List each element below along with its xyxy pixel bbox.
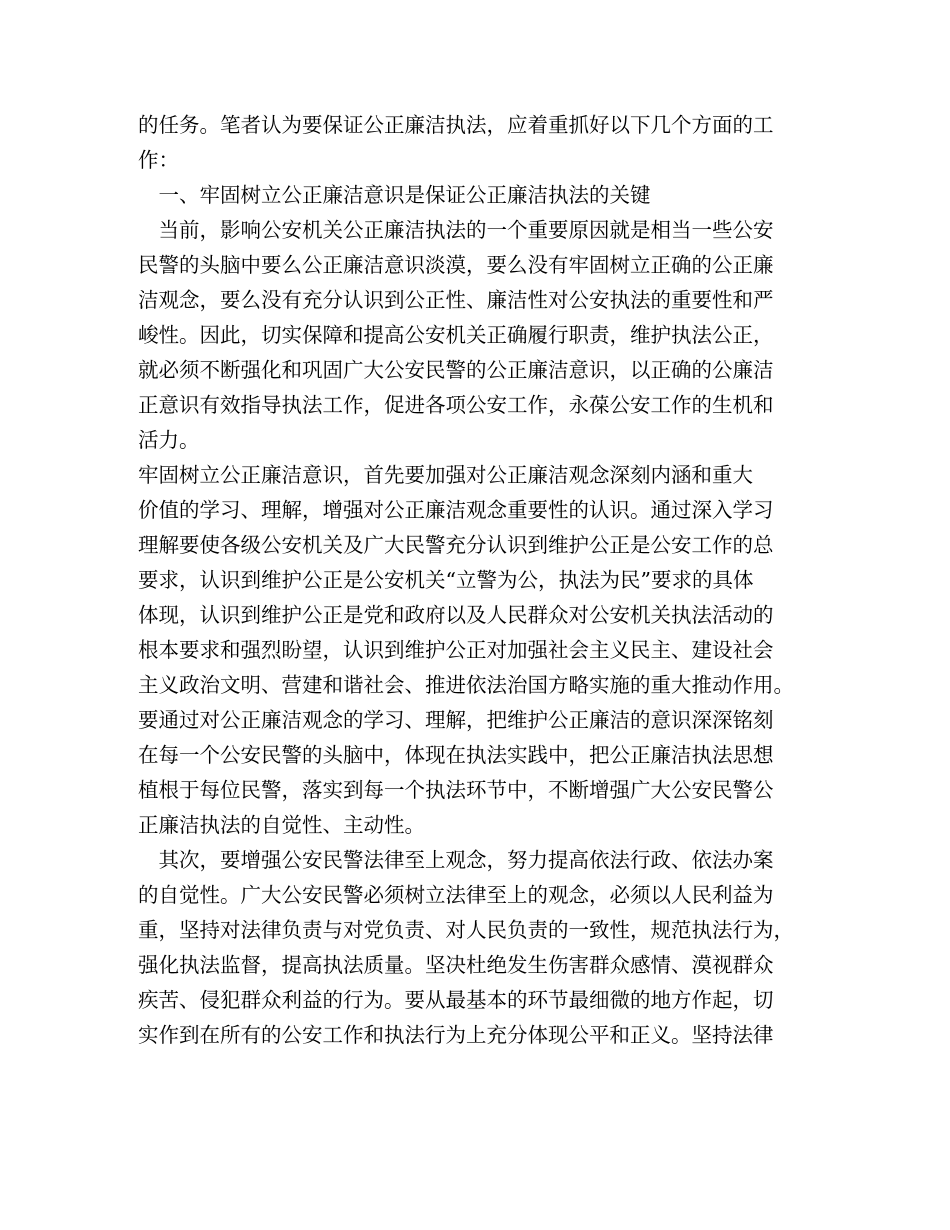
text-line: 的自觉性。广大公安民警必须树立法律至上的观念，必须以人民利益为 bbox=[138, 883, 774, 907]
text-line: 正廉洁执法的自觉性、主动性。 bbox=[138, 813, 425, 837]
text-line: 要通过对公正廉洁观念的学习、理解，把维护公正廉洁的意识深深铭刻 bbox=[138, 708, 774, 732]
document-body bbox=[138, 108, 838, 1053]
text-line: 价值的学习、理解，增强对公正廉洁观念重要性的认识。通过深入学习 bbox=[138, 498, 774, 522]
text-line: 强化执法监督，提高执法质量。坚决杜绝发生伤害群众感情、漠视群众 bbox=[138, 953, 774, 977]
text-line: 作： bbox=[138, 148, 179, 172]
text-line: 就必须不断强化和巩固广大公安民警的公正廉洁意识，以正确的公廉洁 bbox=[138, 358, 774, 382]
text-line: 正意识有效指导执法工作，促进各项公安工作，永葆公安工作的生机和 bbox=[138, 393, 774, 417]
text-line: 理解要使各级公安机关及广大民警充分认识到维护公正是公安工作的总 bbox=[138, 533, 774, 557]
text-line: 重，坚持对法律负责与对党负责、对人民负责的一致性，规范执法行为， bbox=[138, 918, 794, 942]
text-line: 植根于每位民警，落实到每一个执法环节中，不断增强广大公安民警公 bbox=[138, 778, 774, 802]
text-line: 民警的头脑中要么公正廉洁意识淡漠，要么没有牢固树立正确的公正廉 bbox=[138, 253, 774, 277]
text-line: 洁观念，要么没有充分认识到公正性、廉洁性对公安执法的重要性和严 bbox=[138, 288, 774, 312]
text-line: 根本要求和强烈盼望，认识到维护公正对加强社会主义民主、建设社会 bbox=[138, 638, 774, 662]
text-line: 在每一个公安民警的头脑中，体现在执法实践中，把公正廉洁执法思想 bbox=[138, 743, 774, 767]
text-line: 疾苦、侵犯群众利益的行为。要从最基本的环节最细微的地方作起，切 bbox=[138, 988, 774, 1012]
text-line: 当前，影响公安机关公正廉洁执法的一个重要原因就是相当一些公安 bbox=[138, 218, 774, 242]
text-line: 活力。 bbox=[138, 428, 200, 452]
text-line: 要求，认识到维护公正是公安机关“立警为公，执法为民”要求的具体 bbox=[138, 568, 754, 592]
text-line: 牢固树立公正廉洁意识，首先要加强对公正廉洁观念深刻内涵和重大 bbox=[138, 463, 753, 487]
text-line: 的任务。笔者认为要保证公正廉洁执法，应着重抓好以下几个方面的工 bbox=[138, 113, 774, 137]
text-line: 主义政治文明、营建和谐社会、推进依法治国方略实施的重大推动作用。 bbox=[138, 673, 794, 697]
text-line: 其次，要增强公安民警法律至上观念，努力提高依法行政、依法办案 bbox=[138, 848, 774, 872]
text-line: 峻性。因此，切实保障和提高公安机关正确履行职责，维护执法公正， bbox=[138, 323, 774, 347]
section-heading: 一、牢固树立公正廉洁意识是保证公正廉洁执法的关键 bbox=[138, 183, 651, 207]
text-line: 体现，认识到维护公正是党和政府以及人民群众对公安机关执法活动的 bbox=[138, 603, 774, 627]
text-line: 实作到在所有的公安工作和执法行为上充分体现公平和正义。坚持法律 bbox=[138, 1023, 774, 1047]
